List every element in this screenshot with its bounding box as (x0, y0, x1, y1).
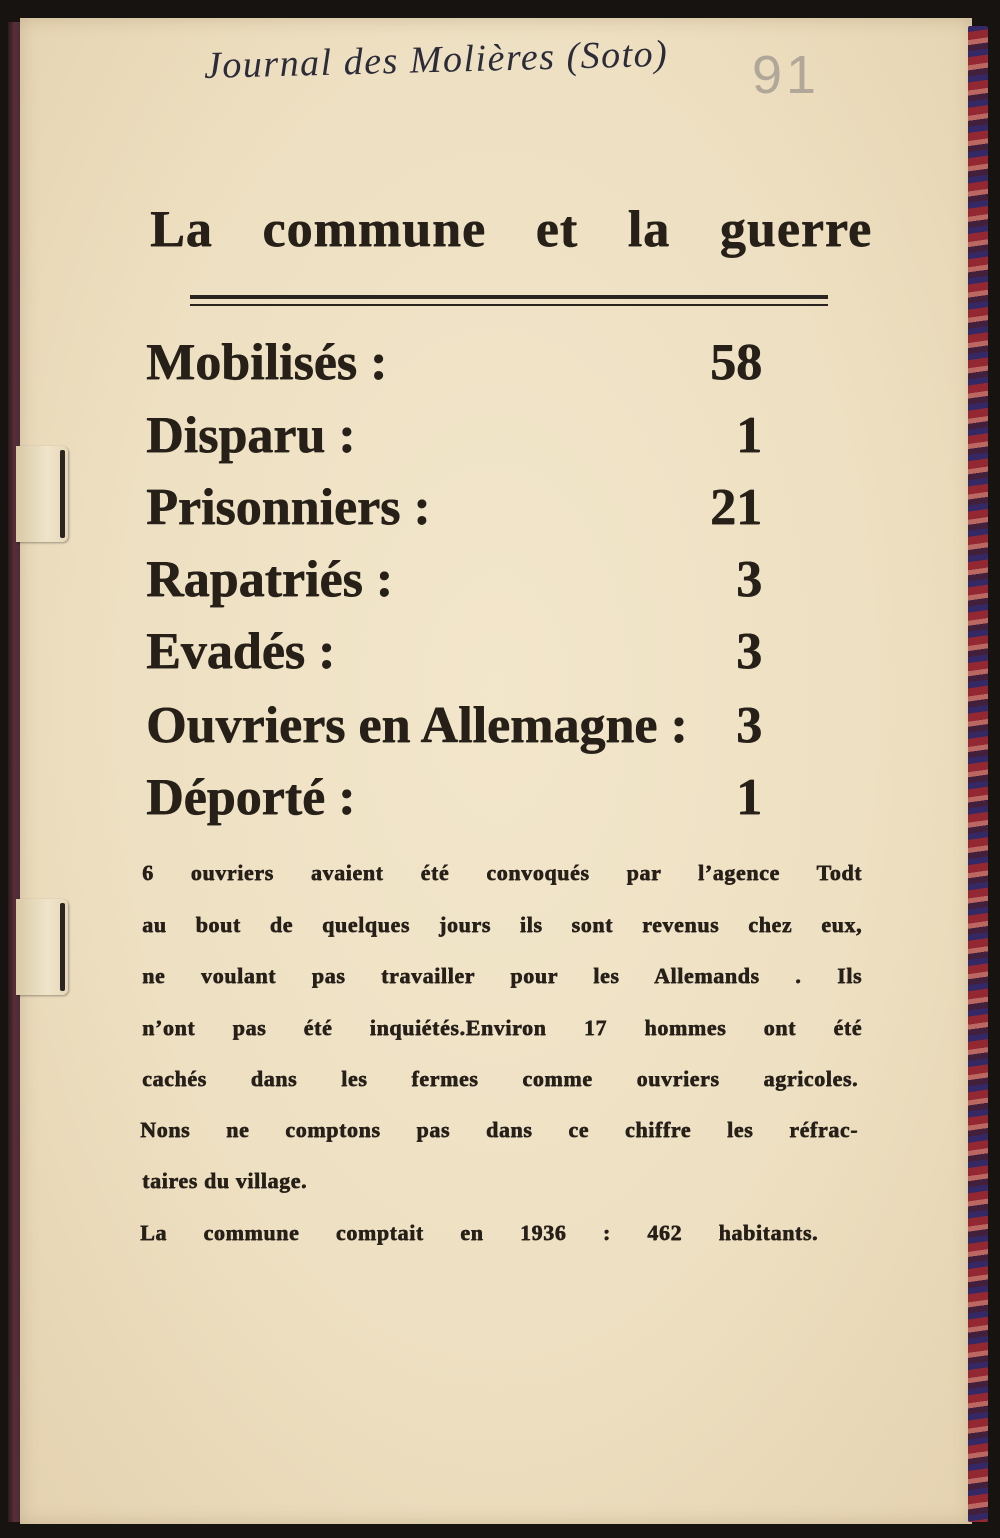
stat-row-prisonniers (146, 478, 762, 538)
stat-value: 1 (736, 407, 762, 464)
pencil-page-number: 91 (752, 45, 821, 105)
stat-label: Rapatriés : (146, 551, 393, 608)
title-rule (190, 295, 828, 306)
stat-value: 3 (736, 551, 762, 608)
stat-row-deporte (146, 768, 762, 828)
stat-label: Ouvriers en Allemagne : (146, 697, 688, 754)
stat-row-mobilises (146, 333, 762, 393)
population-line: La commune comptait en 1936 : 462 habitants. (140, 1220, 818, 1245)
binding-tab (16, 446, 68, 542)
page-title: La commune et la guerre (150, 201, 872, 258)
stat-label: Disparu : (146, 407, 356, 464)
stat-row-ouvriers (146, 696, 762, 756)
stat-row-disparu (146, 406, 762, 466)
paragraph-line: ne voulant pas travailler pour les Allemands . Ils (142, 963, 862, 988)
staple-icon (60, 903, 65, 991)
stat-value: 58 (710, 334, 762, 391)
paragraph-line: cachés dans les fermes comme ouvriers agricoles. (142, 1066, 858, 1091)
paragraph-line: 6 ouvriers avaient été convoqués par l’agence Todt (142, 860, 862, 885)
paragraph-line: n’ont pas été inquiétés.Environ 17 hommes ont été (142, 1015, 862, 1040)
stat-label: Déporté : (146, 769, 356, 826)
stat-label: Prisonniers : (146, 479, 431, 536)
marbled-edge (968, 26, 988, 1522)
stat-value: 3 (736, 697, 762, 754)
stat-value: 3 (736, 623, 762, 680)
stat-label: Evadés : (146, 623, 336, 680)
stat-value: 21 (710, 479, 762, 536)
paragraph-line: taires du village. (142, 1168, 308, 1193)
stat-row-rapatries (146, 550, 762, 610)
stat-value: 1 (736, 769, 762, 826)
staple-icon (60, 450, 65, 538)
stat-row-evades (146, 622, 762, 682)
stat-label: Mobilisés : (146, 334, 388, 391)
binding-tab (16, 899, 68, 995)
paragraph-line: au bout de quelques jours ils sont revenus chez eux, (142, 912, 862, 937)
handwritten-annotation: Journal des Molières (Soto) (203, 32, 669, 87)
paragraph-line: Nons ne comptons pas dans ce chiffre les réfrac- (140, 1117, 858, 1142)
